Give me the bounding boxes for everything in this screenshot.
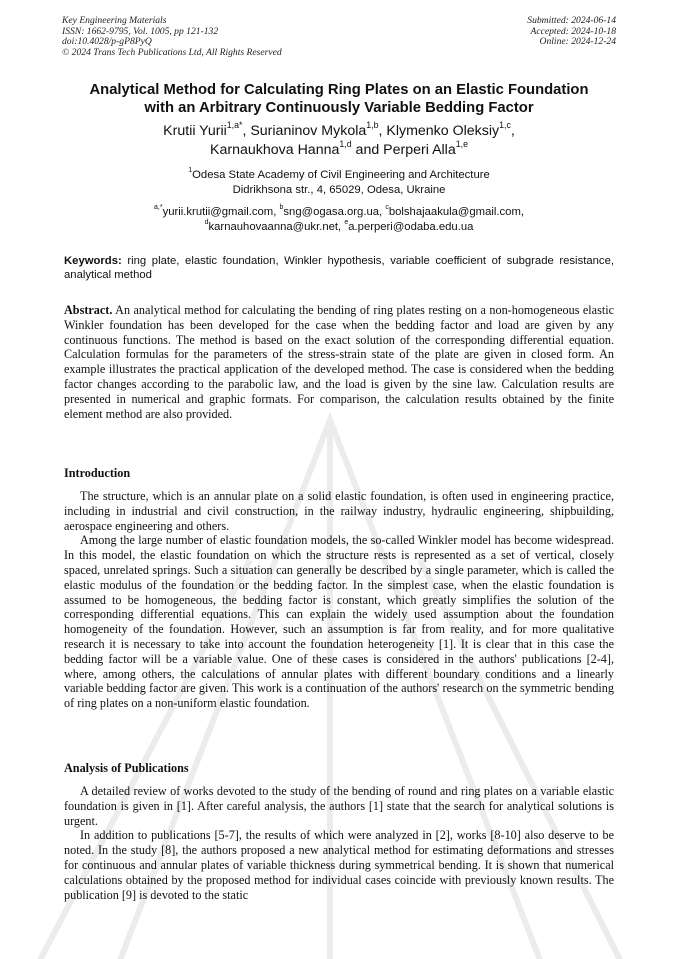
email[interactable]: sng@ogasa.org.ua,	[283, 206, 386, 218]
journal-info	[62, 16, 282, 58]
author-name: Karnaukhova Hanna	[210, 141, 340, 158]
copyright: © 2024 Trans Tech Publications Ltd, All Rights Reserved	[62, 46, 282, 58]
author-name: Perperi Alla	[383, 141, 456, 158]
section-heading-introduction: Introduction	[64, 466, 131, 480]
separator: and	[351, 141, 384, 158]
analysis-section	[64, 784, 614, 902]
accepted-date: Accepted: 2024-10-18	[530, 25, 616, 37]
keywords	[64, 254, 614, 283]
issn: ISSN: 1662-9795, Vol. 1005, pp 121-132	[62, 25, 219, 37]
author-name: Surianinov Mykola	[250, 123, 367, 139]
email[interactable]: a.perperi@odaba.edu.ua	[348, 220, 474, 233]
affiliation	[40, 168, 638, 197]
abstract-label: Abstract.	[64, 303, 113, 317]
affiliation-sup: 1	[188, 167, 193, 175]
author-sup: 1,b	[366, 119, 379, 130]
author-sup: 1,e	[455, 138, 468, 149]
introduction-section	[64, 489, 614, 711]
title-line-2: with an Arbitrary Continuously Variable Bedding Factor	[144, 100, 534, 117]
abstract	[64, 303, 614, 421]
email[interactable]: bolshajaakula@gmail.com,	[388, 206, 524, 218]
submitted-date: Submitted: 2024-06-14	[527, 15, 616, 26]
abstract-text: An analytical method for calculating the bending of ring plates resting on a non-homogeneous elastic Winkler foundation has been developed for the case when the bedding factor and load are given by any continuous functions. The method is based on the exact solution of the corresponding differential equation. Calculation formulas for the parameters of the stress-strain state of the plate are given in closed form. An example illustrates the practical application of the developed method. The case is considered when the bedding factor changes according to the parabolic law, and the load is given by the sine law. Calculation results are presented in numerical and graphic formats. For comparison, the calculation results obtained by the finite element method are also provided.	[64, 303, 614, 421]
email-sup: b	[279, 204, 284, 212]
email-sup: c	[385, 204, 389, 212]
keywords-text: ring plate, elastic foundation, Winkler hypothesis, variable coefficient of subgrade resistance, analytical method	[64, 255, 614, 282]
doi[interactable]: doi:10.4028/p-gP8PyQ	[62, 36, 152, 48]
author-list	[40, 119, 638, 159]
separator: ,	[378, 123, 387, 139]
title-line-1: Analytical Method for Calculating Ring Plates on an Elastic Foundation	[89, 82, 589, 98]
keywords-label: Keywords:	[64, 255, 122, 267]
paragraph: Among the large number of elastic foundation models, the so-called Winkler model has become widespread. In this model, the elastic foundation on which the structure rests is represented as a set of vertical, closely spaced, unrelated springs. Such a situation can generally be described by a single parameter, which is called the elastic modulus of the foundation or the bedding factor. In the simplest case, when the elastic foundation is assumed to be homogeneous, the bedding factor is constant, which greatly simplifies the solution of the corresponding differential equations. This can explain the widely used assumption about the foundation homogeneity of the foundation. However, such an assumption is far from reality, and for more qualitative research it is necessary to take into account the foundation heterogeneity [1]. It is clear that in this case the bedding factor will be a variable value. One of these cases is considered in the authors' publications [2-4], where, among others, the calculations of annular plates with different boundary conditions and a linearly variable bedding factor are given. This work is a continuation of the authors' research on the symmetric bending of ring plates on a non-uniform elastic foundation.	[64, 533, 614, 711]
paragraph: In addition to publications [5-7], the results of which were analyzed in [2], works [8-10] also deserve to be noted. In the study [8], the authors proposed a new analytical method for estimating deformations and stresses for continuous and annular plates of variable thickness during symmetrical bending. It is shown that numerical calculations obtained by the proposed method for individual cases coincide with previously known results. The publication [9] is devoted to the static	[64, 828, 614, 902]
author-sup: 1,a*	[226, 119, 243, 130]
affiliation-line-2: Didrikhsona str., 4, 65029, Odesa, Ukraine	[232, 183, 446, 196]
author-name: Krutii Yurii	[163, 123, 227, 139]
paragraph: The structure, which is an annular plate on a solid elastic foundation, is often used in engineering practice, including in industrial and civil construction, in the railway industry, hydraulic engineering, shipbuilding, aerospace engineering and others.	[64, 489, 614, 533]
email-sup: d	[204, 218, 209, 226]
author-name: Klymenko Oleksiy	[386, 123, 500, 139]
separator: ,	[510, 123, 515, 139]
author-sup: 1,d	[339, 138, 352, 149]
email[interactable]: karnauhovaanna@ukr.net,	[208, 220, 345, 233]
email-sup: e	[344, 218, 349, 226]
author-sup: 1,c	[499, 119, 511, 130]
affiliation-line-1: Odesa State Academy of Civil Engineering and Architecture	[192, 169, 490, 181]
section-heading-analysis: Analysis of Publications	[64, 761, 189, 775]
paper-title	[40, 81, 638, 118]
email[interactable]: yurii.krutii@gmail.com,	[162, 206, 280, 218]
email-sup: a,*	[154, 204, 163, 212]
dates-info	[527, 16, 616, 48]
journal-name: Key Engineering Materials	[62, 15, 167, 26]
paragraph: A detailed review of works devoted to the study of the bending of round and ring plates on a variable elastic foundation is given in [1]. After careful analysis, the authors [1] state that the search for analytical solutions is urgent.	[64, 784, 614, 828]
online-date: Online: 2024-12-24	[539, 36, 616, 48]
email-list	[40, 205, 638, 234]
separator: ,	[242, 123, 251, 139]
